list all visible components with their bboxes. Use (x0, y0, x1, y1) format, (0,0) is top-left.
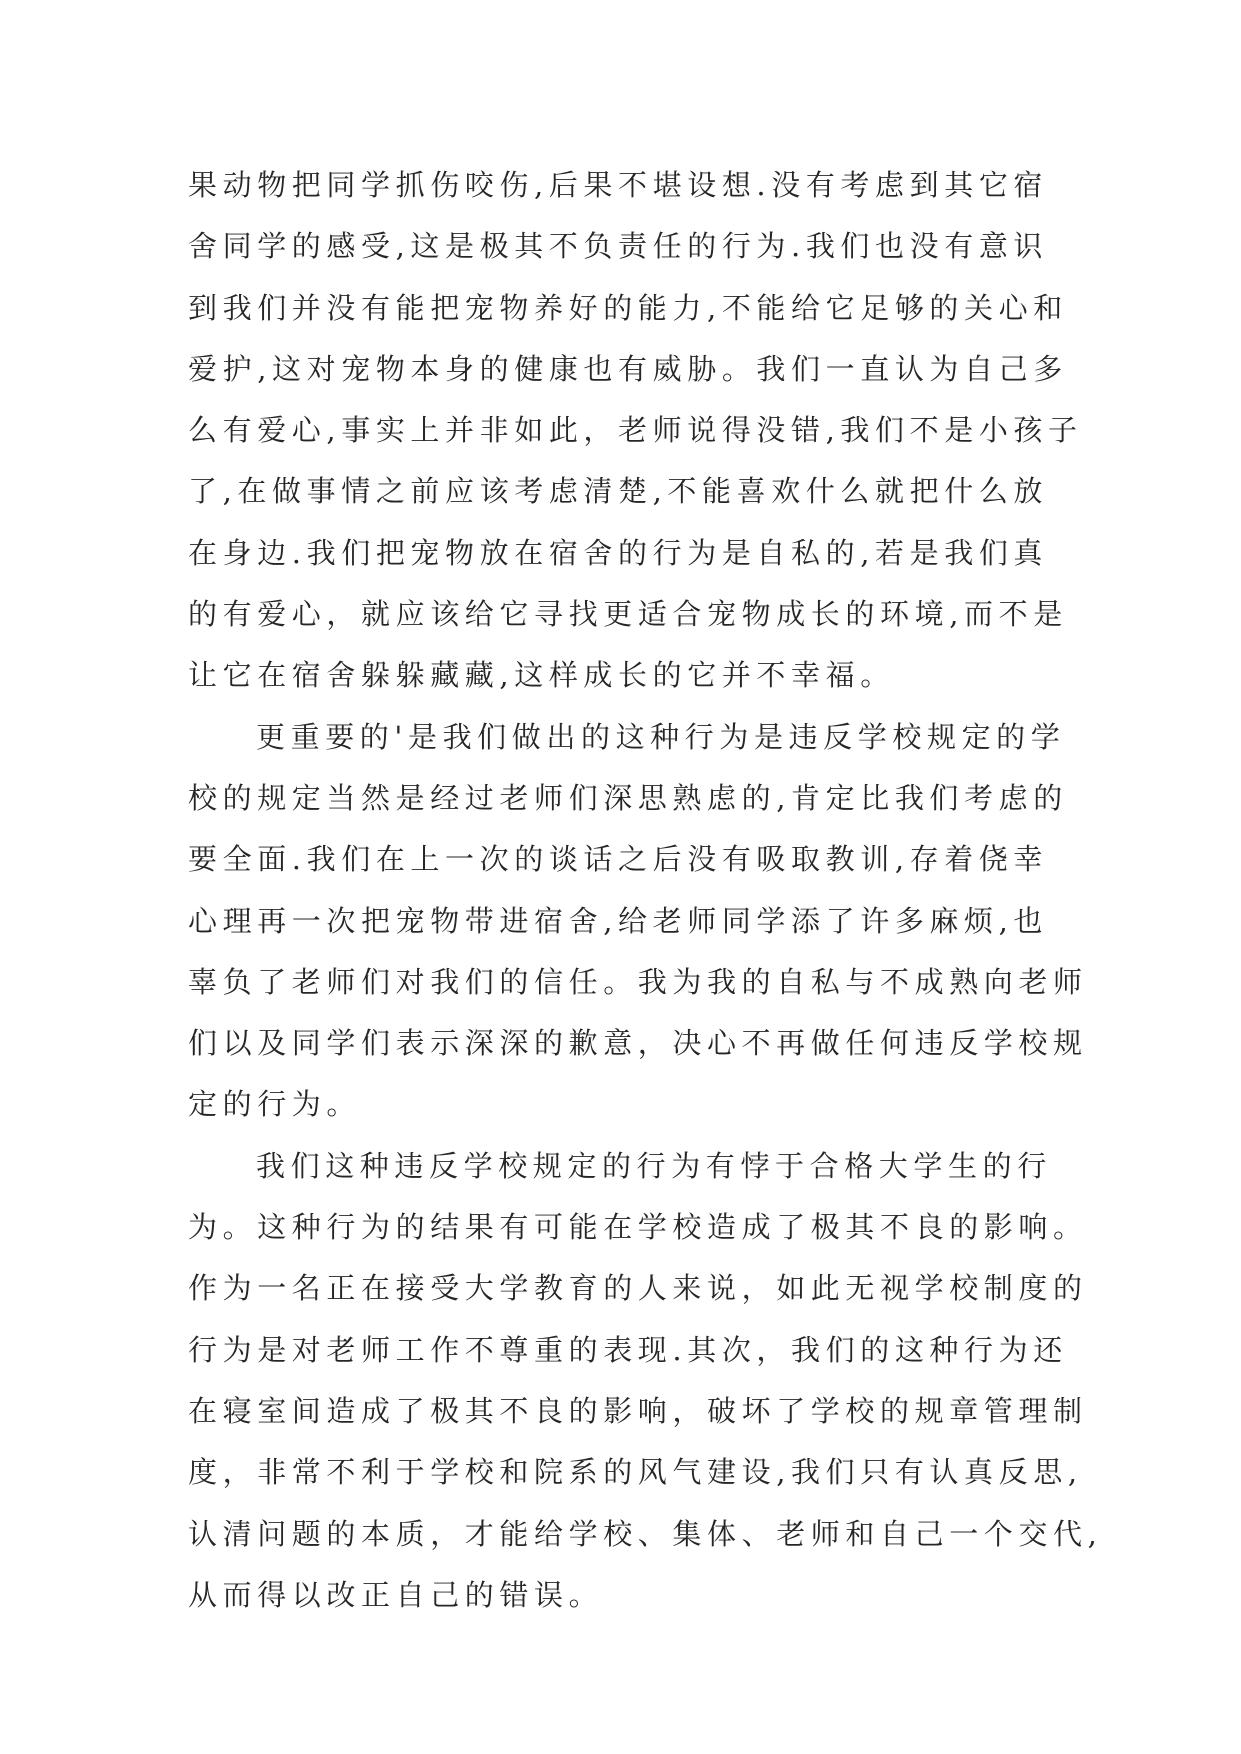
text-line: 作为一名正在接受大学教育的人来说，如此无视学校制度的 (188, 1271, 1088, 1306)
text-line: 要全面.我们在上一次的谈话之后没有吸取教训,存着侥幸 (188, 842, 1049, 877)
text-line: 校的规定当然是经过老师们深思熟虑的,肯定比我们考虑的 (188, 780, 1068, 815)
text-line: 定的行为。 (188, 1087, 362, 1122)
text-line: 心理再一次把宠物带进宿舍,给老师同学添了许多麻烦,也 (188, 903, 1049, 938)
text-line-first: 我们这种违反学校规定的行为有悖于合格大学生的行 (256, 1148, 1052, 1183)
document-body (188, 155, 1103, 1626)
text-line: 为。这种行为的结果有可能在学校造成了极其不良的影响。 (188, 1210, 1088, 1245)
text-line: 在身边.我们把宠物放在宿舍的行为是自私的,若是我们真 (188, 535, 1049, 570)
text-line: 舍同学的感受,这是极其不负责任的行为.我们也没有意识 (188, 229, 1049, 264)
text-line: 认清问题的本质，才能给学校、集体、老师和自己一个交代, (188, 1516, 1103, 1551)
text-line: 了,在做事情之前应该考虑清楚,不能喜欢什么就把什么放 (188, 474, 1049, 509)
paragraph-3 (188, 1136, 1103, 1626)
text-line: 么有爱心,事实上并非如此，老师说得没错,我们不是小孩子 (188, 413, 1083, 448)
text-line: 爱护,这对宠物本身的健康也有威胁。我们一直认为自己多 (188, 351, 1068, 386)
text-line-first: 更重要的'是我们做出的这种行为是违反学校规定的学 (256, 719, 1066, 754)
text-line: 让它在宿舍躲躲藏藏,这样成长的它并不幸福。 (188, 658, 895, 693)
text-line: 度，非常不利于学校和院系的风气建设,我们只有认真反思, (188, 1455, 1083, 1490)
text-line: 们以及同学们表示深深的歉意，决心不再做任何违反学校规 (188, 1026, 1088, 1061)
text-line: 果动物把同学抓伤咬伤,后果不堪设想.没有考虑到其它宿 (188, 168, 1049, 202)
text-line: 在寝室间造成了极其不良的影响，破坏了学校的规章管理制 (188, 1393, 1088, 1428)
text-line: 行为是对老师工作不尊重的表现.其次，我们的这种行为还 (188, 1332, 1068, 1367)
text-line: 辜负了老师们对我们的信任。我为我的自私与不成熟向老师 (188, 964, 1088, 999)
paragraph-1 (188, 155, 1083, 707)
text-line: 到我们并没有能把宠物养好的能力,不能给它足够的关心和 (188, 290, 1068, 325)
paragraph-2 (188, 707, 1088, 1136)
text-line: 的有爱心，就应该给它寻找更适合宠物成长的环境,而不是 (188, 597, 1068, 632)
text-line: 从而得以改正自己的错误。 (188, 1577, 604, 1612)
